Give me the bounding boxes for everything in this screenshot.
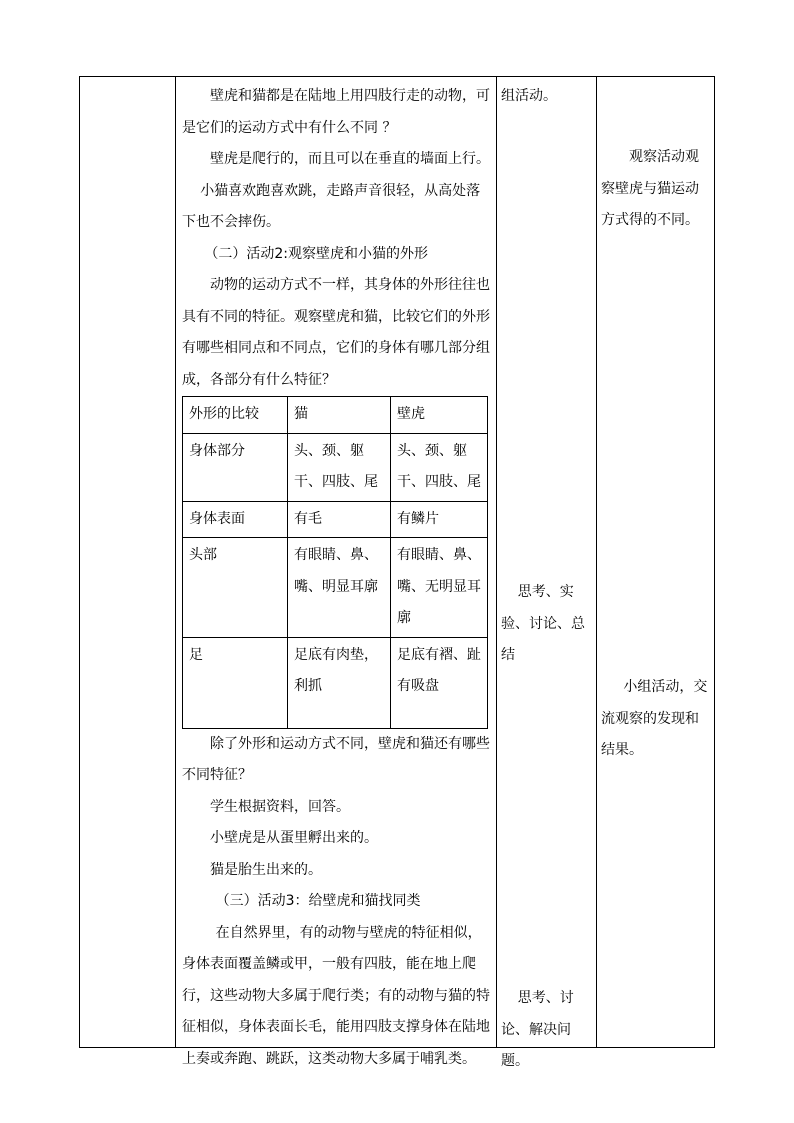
paragraph: 小猫喜欢跑喜欢跳，走路声音很轻，从高处落下也不会摔伤。 [182,182,481,230]
intent-note: 小组活动，交流观察的发现和结果。 [601,679,708,758]
table-header: 猫 [288,397,391,434]
lesson-table [79,76,715,1069]
comparison-table [182,396,488,729]
table-cell: 有鳞片 [391,501,488,538]
table-header-row [183,397,488,434]
table-cell: 身体部分 [183,433,288,501]
table-cell: 身体表面 [183,501,288,538]
paragraph: 学生根据资料，回答。 [210,798,350,815]
design-intent-column [597,77,715,1047]
activity-note: 思考、实验、讨论、总结 [501,584,585,663]
paragraph: 小壁虎是从蛋里孵出来的。 [210,830,378,846]
paragraph: 除了外形和运动方式不同，壁虎和猫还有哪些不同特征？ [182,735,490,783]
paragraph: 壁虎和猫都是在陆地上用四肢行走的动物，可是它们的运动方式中有什么不同 ？ [182,88,490,136]
table-header: 壁虎 [391,397,488,434]
table-row [183,501,488,538]
table-row [183,637,488,728]
table-cell: 足底有褶、趾有吸盘 [391,637,488,728]
table-cell: 有眼睛、鼻、嘴、无明显耳廓 [391,538,488,638]
table-cell: 足 [183,637,288,728]
paragraph: 猫是胎生出来的。 [210,861,322,878]
table-row [183,433,488,501]
table-cell: 头部 [183,538,288,638]
activity-note: 组活动。 [501,88,557,104]
table-cell: 有眼睛、鼻、嘴、明显耳廓 [288,538,391,638]
table-cell: 足底有肉垫，利抓 [288,637,391,728]
paragraph: 壁虎是爬行的，而且可以在垂直的墙面上行。 [210,151,490,167]
paragraph: 在自然界里，有的动物与壁虎的特征相似，身体表面覆盖鳞或甲，一般有四肢，能在地上爬行，这些动物大多属于爬行类；有的动物与猫的特征相似，身体表面长毛，能用四肢支撑身体在陆地上奏或奔跑、跳跃，这类动物大多属于哺乳类。 [182,924,490,1067]
activity-note: 思考、讨论、解决问题。 [501,990,574,1069]
section-heading: （二）活动2:观察壁虎和小猫的外形 [204,245,429,262]
student-activity-column [497,77,597,1069]
teaching-process-column [176,77,496,1067]
table-header: 外形的比较 [183,397,288,434]
paragraph: 动物的运动方式不一样，其身体的外形往往也具有不同的特征。观察壁虎和猫，比较它们的外形有哪些相同点和不同点，它们的身体有哪几部分组成，各部分有什么特征？ [182,277,490,388]
table-cell: 有毛 [288,501,391,538]
table-cell: 头、颈、躯干、四肢、尾 [288,433,391,501]
table-cell: 头、颈、躯干、四肢、尾 [391,433,488,501]
intent-note: 观察活动观察壁虎与猫运动方式得的不同。 [601,149,699,228]
section-heading: （三）活动3：给壁虎和猫找同类 [215,893,421,909]
table-row [183,538,488,638]
